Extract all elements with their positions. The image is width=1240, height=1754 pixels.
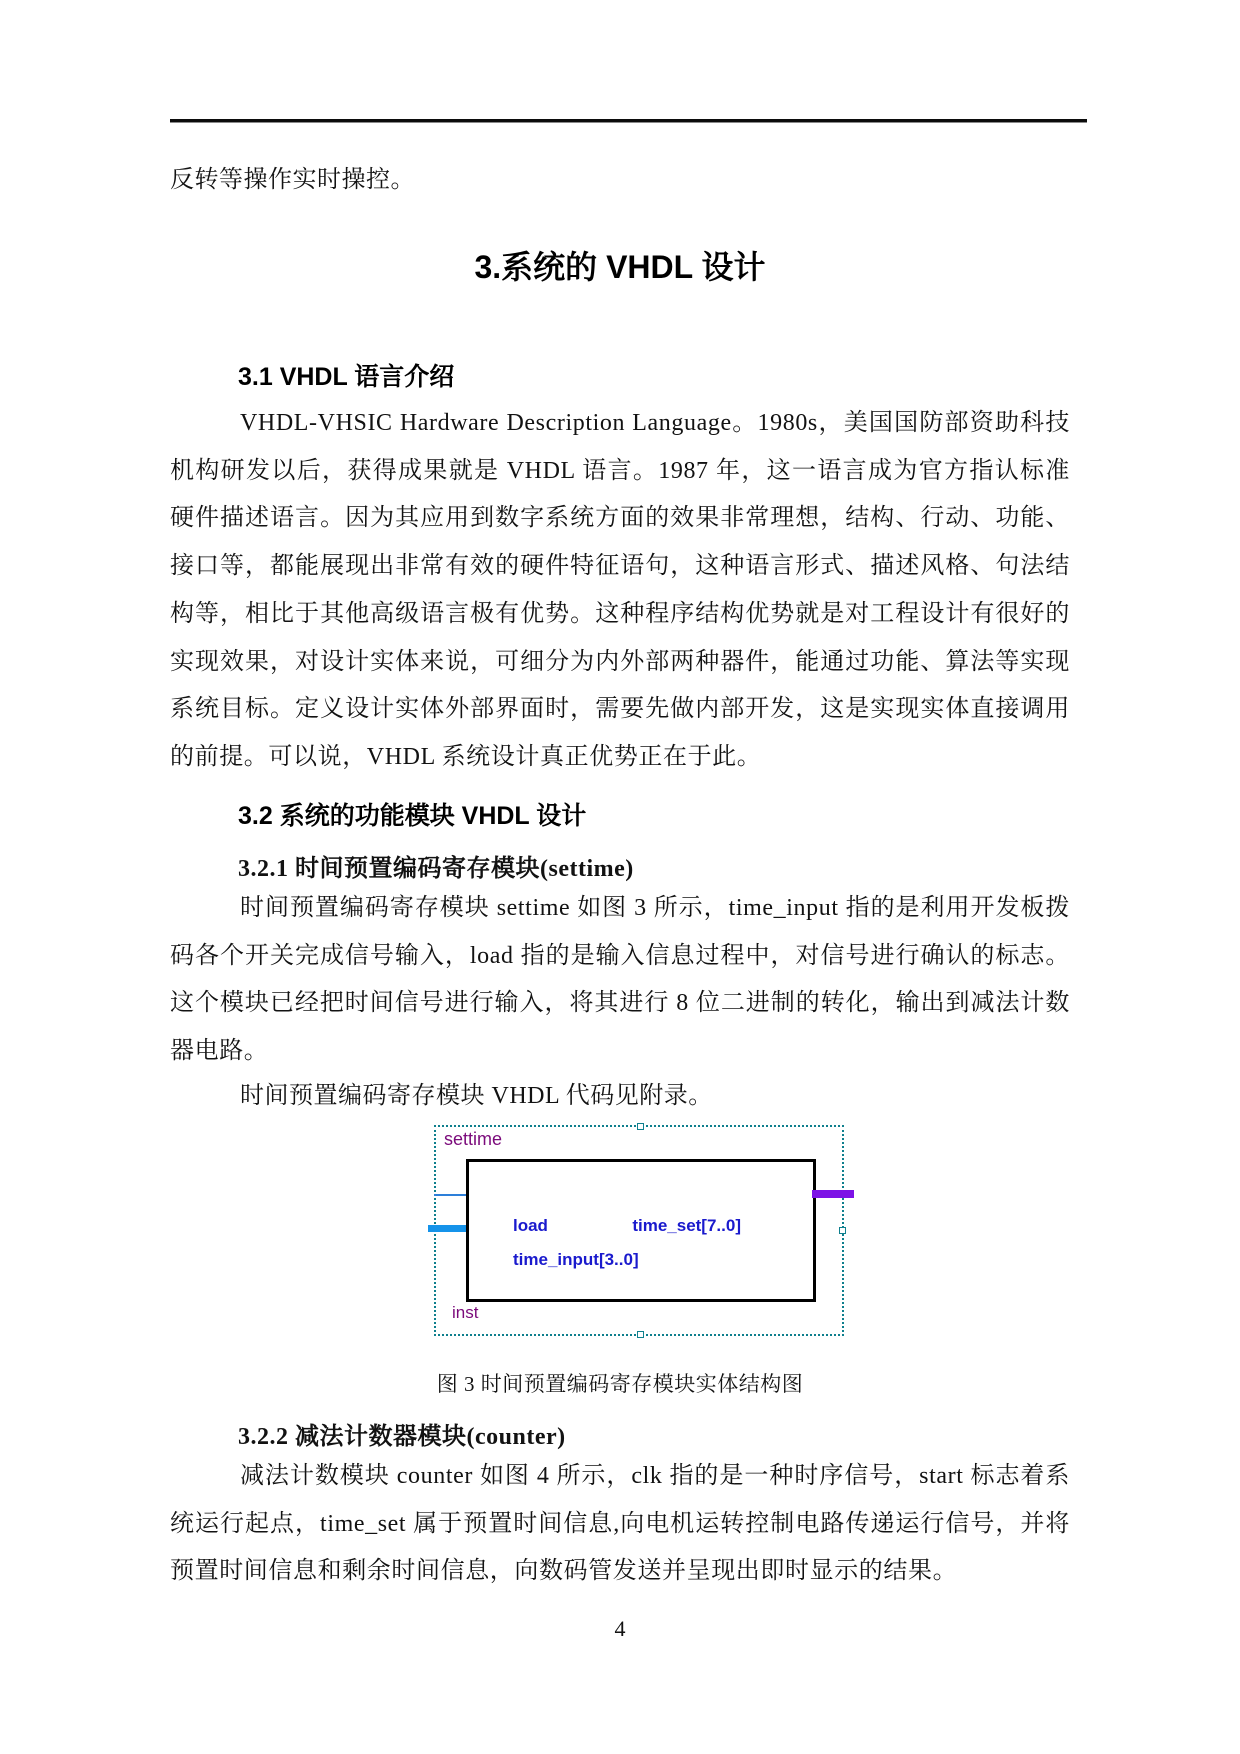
entity-name-label: settime — [444, 1129, 503, 1149]
instance-label: inst — [452, 1303, 479, 1322]
selection-handle-top — [637, 1123, 644, 1130]
chapter-title: 3.系统的 VHDL 设计 — [474, 249, 766, 286]
section-3-1-paragraph: VHDL-VHSIC Hardware Description Language。1980s，美国国防部资助科技机构研发以后，获得成果就是 VHDL 语言。1987 年，这一语言成为官方指认标准硬件描述语言。因为其应用到数字系统方面的效果非常理想，结构、行动、功能、接口等，都能展现出非常有效的硬件特征语句，这种语言形式、描述风格、句法结构等，相比于其他高级语言极有优势。这种程序结构优势就是对工程设计有很好的实现效果，对设计实体来说，可细分为内外部两种器件，能通过功能、算法等实现系统目标。定义设计实体外部界面时，需要先做内部开发，这是实现实体直接调用的前提。可以说，VHDL 系统设计真正优势正在于此。 — [170, 410, 1070, 770]
header-rule — [170, 119, 1087, 123]
selection-handle-bottom — [637, 1331, 644, 1338]
section-3-2-2-paragraph: 减法计数模块 counter 如图 4 所示，clk 指的是一种时序信号，start 标志着系统运行起点，time_set 属于预置时间信息,向电机运转控制电路传递运行信号，并将预置时间信息和剩余时间信息，向数码管发送并呈现出即时显示的结果。 — [170, 1463, 1070, 1585]
entity-box — [466, 1159, 816, 1302]
section-3-2-1-paragraph: 时间预置编码寄存模块 settime 如图 3 所示，time_input 指的是利用开发板拨码各个开关完成信号输入，load 指的是输入信息过程中，对信号进行确认的标志。这个模块已经把时间信号进行输入，将其进行 8 位二进制的转化，输出到减法计数器电路。 — [170, 895, 1070, 1065]
section-3-2-heading: 3.2 系统的功能模块 VHDL 设计 — [238, 801, 587, 830]
section-3-1-heading: 3.1 VHDL 语言介绍 — [238, 362, 455, 391]
time-input-bus-wire — [428, 1225, 466, 1232]
section-3-2-1-heading: 3.2.1 时间预置编码寄存模块(settime) — [238, 856, 634, 882]
load-wire — [434, 1194, 466, 1196]
figure-settime-entity-diagram — [434, 1125, 844, 1336]
intro-paragraph: 反转等操作实时操控。 — [170, 167, 415, 193]
input-port-time-input-label: time_input[3..0] — [513, 1250, 639, 1269]
figure-3-caption: 图 3 时间预置编码寄存模块实体结构图 — [436, 1372, 804, 1396]
selection-handle-right — [839, 1227, 846, 1234]
input-port-load-label: load — [513, 1216, 548, 1235]
output-port-time-set-label: time_set[7..0] — [632, 1216, 741, 1235]
time-set-bus-wire — [812, 1190, 854, 1198]
section-3-2-2-heading: 3.2.2 减法计数器模块(counter) — [238, 1424, 566, 1450]
vhdl-code-note: 时间预置编码寄存模块 VHDL 代码见附录。 — [240, 1083, 713, 1109]
page-number: 4 — [614, 1616, 626, 1641]
